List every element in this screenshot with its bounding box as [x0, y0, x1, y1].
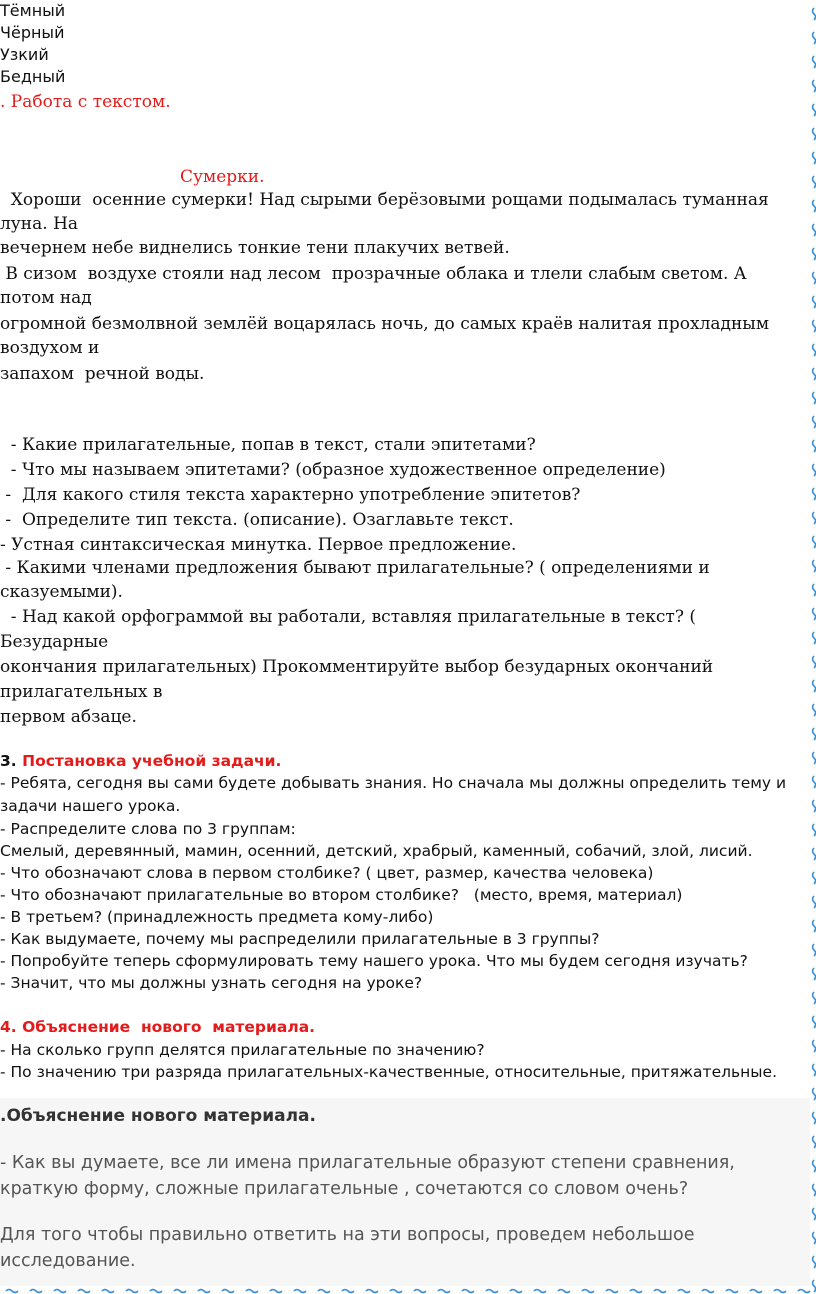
bottom-dotted-border — [0, 1286, 816, 1294]
text-line: луна. На — [0, 214, 79, 234]
border-dot — [813, 464, 816, 476]
border-dot — [813, 152, 816, 164]
border-dot — [813, 680, 816, 692]
section3-line: - Ребята, сегодня вы сами будете добывать знания. Но сначала мы должны определить тему и — [0, 774, 787, 792]
border-dot — [126, 1290, 138, 1293]
question-line: - Какие прилагательные, попав в текст, стали эпитетами? — [0, 435, 536, 455]
border-dot — [558, 1290, 570, 1293]
border-dot — [222, 1290, 234, 1293]
border-dot — [813, 1232, 816, 1244]
border-dot — [813, 512, 816, 524]
border-dot — [813, 1040, 816, 1052]
border-dot — [813, 1256, 816, 1268]
explanation-heading: .Объяснение нового материала. — [0, 1106, 316, 1126]
border-dot — [510, 1290, 522, 1293]
border-dot — [78, 1290, 90, 1293]
border-dot — [813, 776, 816, 788]
border-dot — [438, 1290, 450, 1293]
question-line: - Для какого стиля текста характерно употребление эпитетов? — [0, 485, 581, 505]
border-dot — [102, 1290, 114, 1293]
border-dot — [813, 896, 816, 908]
border-dot — [342, 1290, 354, 1293]
border-dot — [54, 1290, 66, 1293]
section3-line: - В третьем? (принадлежность предмета кому-либо) — [0, 908, 434, 926]
border-dot — [813, 1160, 816, 1172]
border-dot — [813, 1112, 816, 1124]
question-line: первом абзаце. — [0, 707, 137, 727]
border-dot — [813, 728, 816, 740]
section3-line: - Значит, что мы должны узнать сегодня на уроке? — [0, 974, 423, 992]
text-title: Сумерки. — [180, 167, 265, 187]
border-dot — [813, 1136, 816, 1148]
section4-heading: 4. Объяснение нового материала. — [0, 1018, 316, 1036]
border-dot — [702, 1290, 714, 1293]
border-dot — [813, 800, 816, 812]
explanation-line: краткую форму, сложные прилагательные , сочетаются со словом очень? — [0, 1179, 689, 1199]
text-work-heading: . Работа с текстом. — [0, 92, 171, 112]
border-dot — [813, 704, 816, 716]
border-dot — [813, 584, 816, 596]
border-dot — [813, 656, 816, 668]
border-dot — [813, 872, 816, 884]
border-dot — [813, 968, 816, 980]
border-dot — [6, 1290, 18, 1293]
border-dot — [582, 1290, 594, 1293]
border-dot — [318, 1290, 330, 1293]
border-dot — [486, 1290, 498, 1293]
border-dot — [150, 1290, 162, 1293]
border-dot — [813, 248, 816, 260]
border-dot — [813, 416, 816, 428]
section3-heading — [0, 750, 281, 772]
border-dot — [813, 944, 816, 956]
border-dot — [813, 224, 816, 236]
border-dot — [813, 440, 816, 452]
border-dot — [462, 1290, 474, 1293]
question-line: окончания прилагательных) Прокомментируйте выбор безударных окончаний — [0, 657, 714, 677]
section3-line: - Что обозначают прилагательные во втором столбике? (место, время, материал) — [0, 886, 683, 904]
question-line: - Устная синтаксическая минутка. Первое предложение. — [0, 535, 517, 555]
border-dot — [813, 560, 816, 572]
border-dot — [813, 80, 816, 92]
explanation-line: исследование. — [0, 1251, 136, 1271]
section3-number: 3. — [0, 752, 17, 770]
border-dot — [414, 1290, 426, 1293]
border-dot — [813, 992, 816, 1004]
text-line: потом над — [0, 288, 92, 308]
border-dot — [813, 824, 816, 836]
explanation-line: - Как вы думаете, все ли имена прилагательные образуют степени сравнения, — [0, 1153, 735, 1173]
word-list-item: Бедный — [0, 67, 66, 86]
border-dot — [813, 320, 816, 332]
question-line: - Что мы называем эпитетами? (образное художественное определение) — [0, 460, 666, 480]
section3-line: Смелый, деревянный, мамин, осенний, детский, храбрый, каменный, собачий, злой, лисий. — [0, 842, 753, 860]
word-list-item: Чёрный — [0, 23, 65, 42]
border-dot — [813, 848, 816, 860]
border-dot — [813, 272, 816, 284]
border-dot — [534, 1290, 546, 1293]
border-dot — [813, 1088, 816, 1100]
border-dot — [813, 344, 816, 356]
right-dotted-border — [810, 0, 816, 1294]
border-dot — [678, 1290, 690, 1293]
section4-line: - На сколько групп делятся прилагательные по значению? — [0, 1041, 485, 1059]
border-dot — [813, 8, 816, 20]
border-dot — [813, 1208, 816, 1220]
text-line: запахом речной воды. — [0, 364, 205, 384]
border-dot — [813, 1064, 816, 1076]
border-dot — [813, 920, 816, 932]
border-dot — [294, 1290, 306, 1293]
border-dot — [390, 1290, 402, 1293]
border-dot — [174, 1290, 186, 1293]
explanation-box — [0, 1098, 810, 1286]
question-line: Безударные — [0, 632, 109, 652]
text-line: В сизом воздухе стояли над лесом прозрачные облака и тлели слабым светом. А — [0, 264, 747, 284]
border-dot — [813, 176, 816, 188]
word-list-item: Тёмный — [0, 1, 66, 20]
border-dot — [813, 632, 816, 644]
border-dot — [246, 1290, 258, 1293]
border-dot — [813, 368, 816, 380]
border-dot — [813, 488, 816, 500]
text-line: огромной безмолвной землёй воцарялась ночь, до самых краёв налитая прохладным — [0, 314, 770, 334]
section3-title: Постановка учебной задачи. — [22, 752, 282, 770]
section4-line: - По значению три разряда прилагательных-качественные, относительные, притяжательные. — [0, 1063, 777, 1081]
border-dot — [630, 1290, 642, 1293]
section3-line: - Как выдумаете, почему мы распределили прилагательные в 3 группы? — [0, 930, 600, 948]
question-line: прилагательных в — [0, 682, 163, 702]
border-dot — [750, 1290, 762, 1293]
section3-line: задачи нашего урока. — [0, 797, 181, 815]
explanation-line: Для того чтобы правильно ответить на эти вопросы, проведем небольшое — [0, 1225, 695, 1245]
section3-line: - Попробуйте теперь сформулировать тему нашего урока. Что мы будем сегодня изучать? — [0, 952, 748, 970]
border-dot — [366, 1290, 378, 1293]
border-dot — [774, 1290, 786, 1293]
border-dot — [798, 1290, 810, 1293]
border-dot — [726, 1290, 738, 1293]
question-line: - Определите тип текста. (описание). Озаглавьте текст. — [0, 510, 514, 530]
border-dot — [813, 608, 816, 620]
border-dot — [813, 56, 816, 68]
border-dot — [606, 1290, 618, 1293]
border-dot — [813, 1184, 816, 1196]
border-dot — [270, 1290, 282, 1293]
section3-line: - Что обозначают слова в первом столбике? ( цвет, размер, качества человека) — [0, 864, 654, 882]
border-dot — [813, 200, 816, 212]
border-dot — [813, 104, 816, 116]
border-dot — [813, 32, 816, 44]
text-line: вечернем небе виднелись тонкие тени плакучих ветвей. — [0, 238, 510, 258]
border-dot — [813, 536, 816, 548]
question-line: сказуемыми). — [0, 582, 123, 602]
border-dot — [30, 1290, 42, 1293]
question-line: - Какими членами предложения бывают прилагательные? ( определениями и — [0, 558, 710, 578]
word-list-item: Узкий — [0, 45, 49, 64]
text-line: воздухом и — [0, 338, 100, 358]
border-dot — [813, 1016, 816, 1028]
border-dot — [198, 1290, 210, 1293]
border-dot — [813, 296, 816, 308]
border-dot — [813, 752, 816, 764]
border-dot — [813, 128, 816, 140]
border-dot — [654, 1290, 666, 1293]
text-line: Хороши осенние сумерки! Над сырыми берёзовыми рощами подымалась туманная — [0, 190, 769, 210]
section3-line: - Распределите слова по 3 группам: — [0, 820, 296, 838]
border-dot — [813, 392, 816, 404]
question-line: - Над какой орфограммой вы работали, вставляя прилагательные в текст? ( — [0, 607, 696, 627]
